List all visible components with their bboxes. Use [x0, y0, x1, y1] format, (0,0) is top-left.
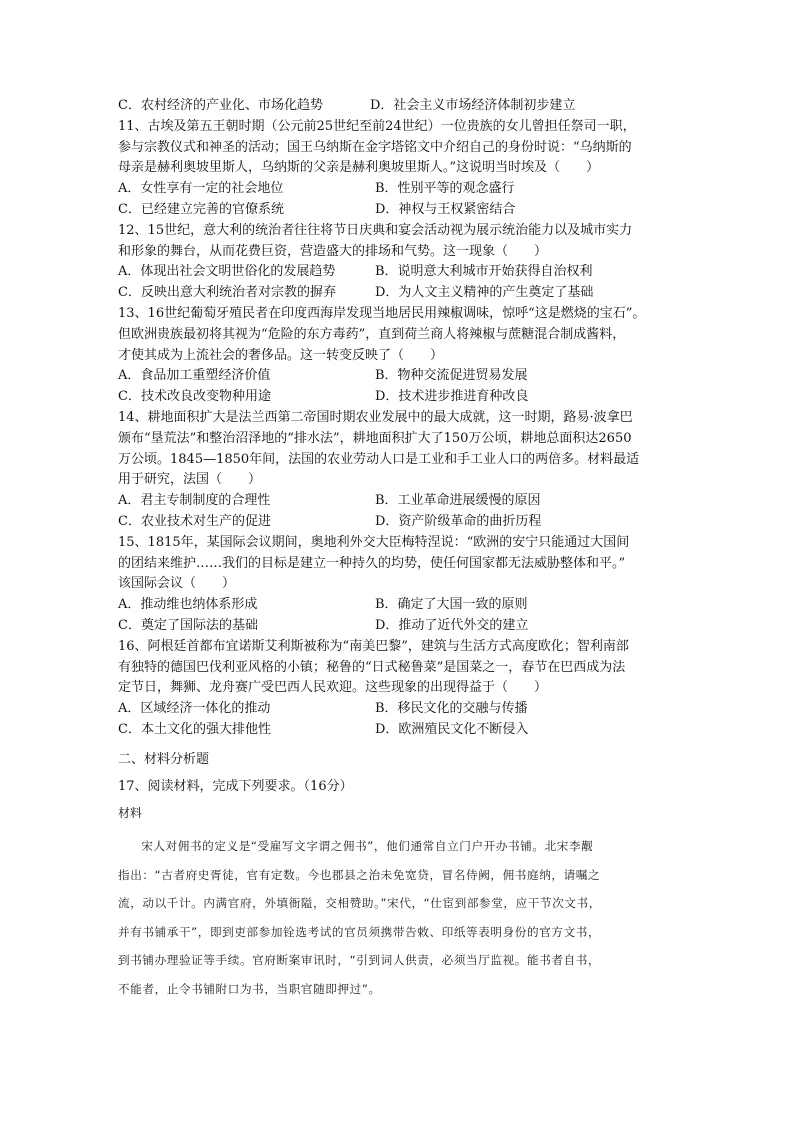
option-b: B．说明意大利城市开始获得自治权利 — [375, 264, 593, 280]
options-row — [118, 699, 698, 720]
option-d: D．资产阶级革命的曲折历程 — [375, 513, 542, 529]
option-b: B．移民文化的交融与传播 — [375, 701, 528, 717]
question-14 — [118, 408, 698, 533]
question-stem-line: 11、古埃及第五王朝时期（公元前25世纪至前24世纪）一位贵族的女儿曾担任祭司一职， — [118, 118, 636, 134]
options-row — [118, 595, 698, 616]
question-stem-line: 颁布“垦荒法”和整治沼泽地的“排水法”，耕地面积扩大了150万公顷，耕地总面积达2650 — [118, 430, 632, 446]
option-d: D．为人文主义精神的产生奠定了基础 — [375, 285, 594, 301]
option-a: A．区域经济一体化的推动 — [118, 701, 271, 717]
question-stem-line: 和形象的舞台，从而花费巨资，营造盛大的排场和气势。这一现象（ ） — [118, 243, 548, 259]
material-text — [118, 832, 698, 1004]
question-stem-line: 定节日，舞狮、龙舟赛广受巴西人民欢迎。这些现象的出现得益于（ ） — [118, 680, 548, 696]
option-c: C．反映出意大利统治者对宗教的摒弃 — [118, 285, 336, 301]
option-a: A．食品加工重塑经济价值 — [118, 368, 271, 384]
option-d: D．推动了近代外交的建立 — [375, 617, 529, 633]
question-stem-line: 12、15世纪，意大利的统治者往往将节日庆典和宴会活动视为展示统治能力以及城市实力 — [118, 222, 633, 238]
question-stem-line: 母亲是赫利奥坡里斯人，乌纳斯的父亲是赫利奥坡里斯人。”这说明当时埃及（ ） — [118, 160, 600, 176]
option-c: C．本土文化的强大排他性 — [118, 721, 271, 737]
option-a: A．推动维也纳体系形成 — [118, 597, 258, 613]
option-b: B．工业革命进展缓慢的原因 — [375, 493, 541, 509]
material-line: 流，动以千计。内满官府，外填衙隘，交相赞助。”宋代，“仕宦到部参堂，应干节次文书， — [118, 896, 601, 911]
option-c: C．技术改良改变物种用途 — [118, 389, 271, 405]
options-row — [118, 720, 698, 741]
question-15 — [118, 533, 698, 637]
material-line: 并有书铺承干”，即到吏部参加铨选考试的官员须携带告敕、印纸等表明身份的官方文书， — [118, 924, 601, 939]
option-c: C．已经建立完善的官僚系统 — [118, 201, 284, 217]
question-stem-line: 参与宗教仪式和神圣的活动；国王乌纳斯在金字塔铭文中介绍自己的身份时说：“乌纳斯的 — [118, 139, 632, 155]
material-line: 指出：“古者府史胥徒，官有定数。今也郡县之治未免宽贷，冒名侍阙，佣书庭纳，请嘱之 — [118, 867, 601, 882]
options-row — [118, 179, 698, 200]
options-row — [118, 366, 698, 387]
option-d: D．技术进步推进育种改良 — [375, 389, 529, 405]
material-line: 宋人对佣书的定义是“受雇写文字谓之佣书”，他们通常自立门户开办书铺。北宋李觏 — [141, 839, 594, 854]
q10-option-c: C．农村经济的产业化、市场化趋势 — [118, 98, 323, 113]
option-a: A．女性享有一定的社会地位 — [118, 181, 284, 197]
option-b: B．确定了大国一致的原则 — [375, 597, 528, 613]
question-stem-line: 才使其成为上流社会的奢侈品。这一转变反映了（ ） — [118, 347, 444, 363]
question-stem-line: 用于研究，法国（ ） — [118, 472, 262, 488]
question-stem-line: 13、16世纪葡萄牙殖民者在印度西海岸发现当地居民用辣椒调味，惊呼“这是燃烧的宝石”。 — [118, 305, 646, 321]
q10-options-cd — [118, 96, 698, 117]
options-row — [118, 491, 698, 512]
material-label: 材料 — [118, 806, 143, 821]
question-stem-line: 15、1815年，某国际会议期间，奥地利外交大臣梅特涅说：“欧洲的安宁只能通过大国间 — [118, 534, 630, 550]
question-stem-line: 14、耕地面积扩大是法兰西第二帝国时期农业发展中的最大成就，这一时期，路易·波拿巴 — [118, 409, 633, 425]
question-stem-line: 有独特的德国巴伐利亚风格的小镇；秘鲁的“日式秘鲁菜”是国菜之一，春节在巴西成为法 — [118, 659, 626, 675]
options-row — [118, 512, 698, 533]
question-stem-line: 但欧洲贵族最初将其视为“危险的东方毒药”，直到荷兰商人将辣椒与蔗糖混合制成酱料， — [118, 326, 626, 342]
material-line: 不能者，止令书铺附口为书，当职官随即押过”。 — [118, 982, 381, 997]
exam-page — [118, 96, 698, 1004]
question-17-prompt: 17、阅读材料，完成下列要求。（16分） — [118, 778, 353, 794]
option-d: D．神权与王权紧密结合 — [375, 201, 516, 217]
option-b: B．物种交流促进贸易发展 — [375, 368, 528, 384]
question-stem-line: 16、阿根廷首都布宜诺斯艾利斯被称为“南美巴黎”，建筑与生活方式高度欧化；智利南部 — [118, 638, 629, 654]
options-row — [118, 262, 698, 283]
option-a: A．君主专制制度的合理性 — [118, 493, 271, 509]
q10-option-d: D．社会主义市场经济体制初步建立 — [370, 98, 576, 113]
options-row — [118, 616, 698, 637]
options-row — [118, 387, 698, 408]
section-title: 二、材料分析题 — [118, 751, 210, 767]
option-a: A．体现出社会文明世俗化的发展趋势 — [118, 264, 336, 280]
option-d: D．欧洲殖民文化不断侵入 — [375, 721, 529, 737]
question-11 — [118, 117, 698, 221]
material-line: 到书铺办理验证等手续。官府断案审讯时，“引到词人供责，必须当厅监视。能书者自书， — [118, 953, 601, 968]
question-16 — [118, 637, 698, 741]
options-row — [118, 283, 698, 304]
option-c: C．奠定了国际法的基础 — [118, 617, 258, 633]
question-12 — [118, 221, 698, 304]
question-13 — [118, 304, 698, 408]
option-b: B．性别平等的观念盛行 — [375, 181, 515, 197]
options-row — [118, 200, 698, 221]
question-stem-line: 该国际会议（ ） — [118, 576, 236, 592]
option-c: C．农业技术对生产的促进 — [118, 513, 271, 529]
question-stem-line: 万公顷。1845—1850年间，法国的农业劳动人口是工业和手工业人口的两倍多。材料最适 — [118, 451, 640, 467]
question-stem-line: 的团结来维护……我们的目标是建立一种持久的均势，使任何国家都无法威胁整体和平。” — [118, 555, 626, 571]
